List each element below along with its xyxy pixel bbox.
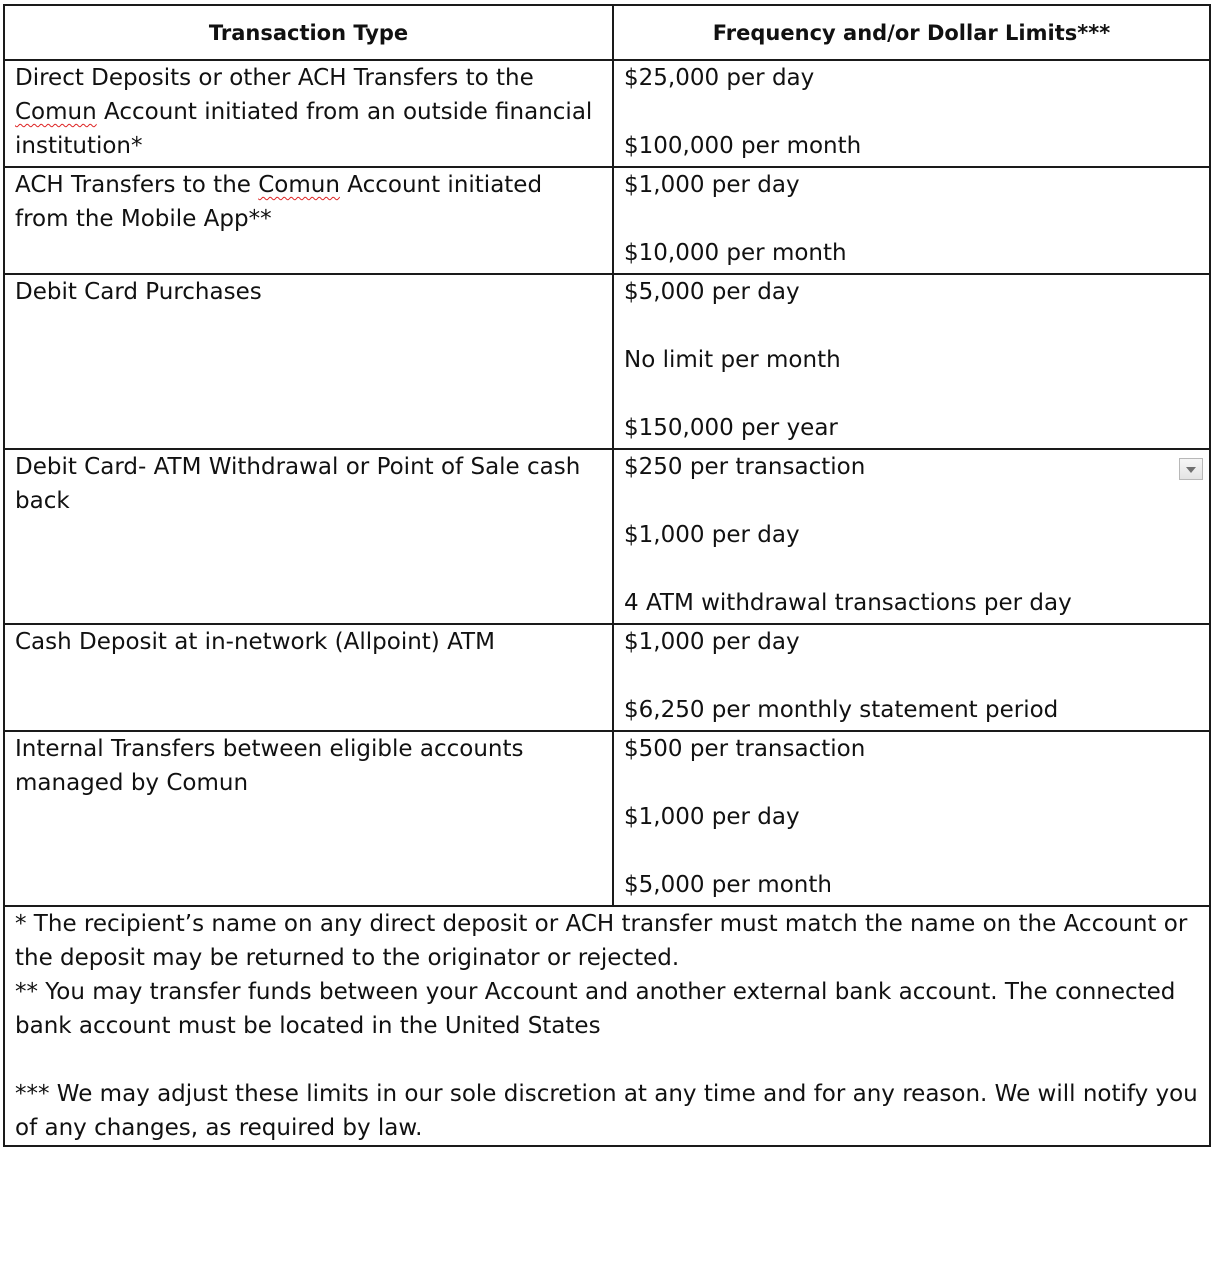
footnotes-cell [4,906,1210,1146]
limit-value: $100,000 per month [624,133,862,159]
table-row [4,60,1210,167]
type-text: Account initiated from an outside financial institution* [15,99,593,159]
footnotes-row [4,906,1210,1146]
header-transaction-type: Transaction Type [4,5,613,60]
limit-value: $5,000 per month [624,872,832,898]
limit-value: $1,000 per day [624,522,800,548]
limit-value: $150,000 per year [624,415,838,441]
type-text: Internal Transfers between eligible accounts managed by Comun [15,736,524,796]
type-text: Account initiated from the Mobile App** [15,172,543,232]
limit-value: $6,250 per monthly statement period [624,697,1059,723]
footnote-3: *** We may adjust these limits in our sole discretion at any time and for any reason. We will notify you of any changes, as required by law. [15,1081,1198,1141]
limits-cell [613,60,1210,167]
transaction-type-cell [4,274,613,449]
transaction-type-cell [4,60,613,167]
limit-value: $5,000 per day [624,279,800,305]
limit-value: $250 per transaction [624,454,866,480]
table-row [4,624,1210,731]
type-text: Cash Deposit at in-network (Allpoint) ATM [15,629,495,655]
limit-value: No limit per month [624,347,841,373]
header-limits: Frequency and/or Dollar Limits*** [613,5,1210,60]
limits-cell [613,274,1210,449]
limits-cell [613,167,1210,274]
header-row [4,5,1210,60]
transaction-limits-table [3,4,1211,1147]
type-text: Direct Deposits or other ACH Transfers to the [15,65,534,91]
footnote-2: ** You may transfer funds between your Account and another external bank account. The connected bank account must be located in the United States [15,979,1176,1039]
limit-value: $1,000 per day [624,629,800,655]
limit-value: $10,000 per month [624,240,847,266]
limit-value: $25,000 per day [624,65,815,91]
transaction-type-cell [4,624,613,731]
table-row [4,731,1210,906]
table-row [4,167,1210,274]
transaction-type-cell [4,449,613,624]
footnote-1: * The recipient’s name on any direct deposit or ACH transfer must match the name on the Account or the deposit may be returned to the originator or rejected. [15,911,1188,971]
table-row [4,449,1210,624]
limit-value: $1,000 per day [624,172,800,198]
transaction-type-cell [4,731,613,906]
limits-cell [613,731,1210,906]
limit-value: $500 per transaction [624,736,866,762]
transaction-type-cell [4,167,613,274]
dropdown-arrow-icon[interactable] [1179,458,1203,480]
spellcheck-word[interactable]: Comun [15,99,97,125]
type-text: ACH Transfers to the [15,172,259,198]
limits-cell [613,624,1210,731]
limits-cell [613,449,1210,624]
type-text: Debit Card- ATM Withdrawal or Point of Sale cash back [15,454,581,514]
limit-value: 4 ATM withdrawal transactions per day [624,590,1072,616]
type-text: Debit Card Purchases [15,279,262,305]
limit-value: $1,000 per day [624,804,800,830]
table-row [4,274,1210,449]
spellcheck-word[interactable]: Comun [258,172,340,198]
